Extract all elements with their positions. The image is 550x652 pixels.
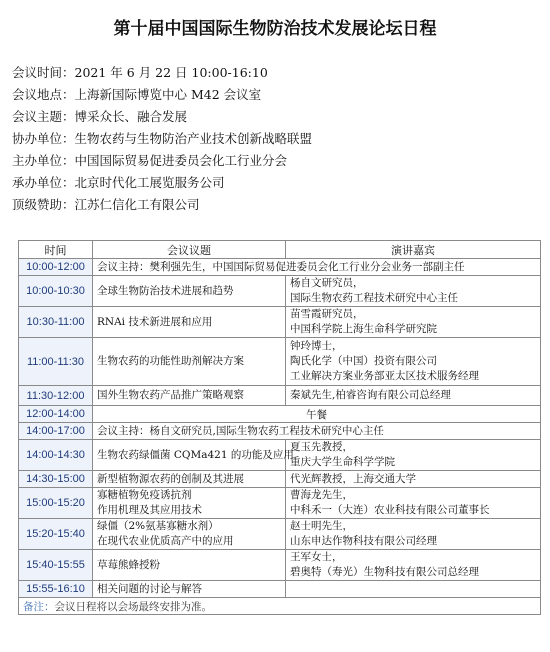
table-row [19,423,541,440]
topic-line: 绿僵（2%氨基寡糖水剂） [97,520,219,532]
speaker-line: 王军女士， [290,551,343,563]
table-row [19,406,541,423]
info-label: 主办单位： [12,153,75,168]
info-label: 协办单位： [12,131,75,146]
table-row [19,259,541,276]
table-row [19,338,541,386]
topic-line: 生物农药绿僵菌 CQMa421 的功能及应用 [97,448,294,461]
session-host: 会议主持：樊利强先生，中国国际贸易促进委员会化工行业分会业务一部副主任 [93,259,541,276]
info-label: 会议主题： [12,109,75,124]
info-label: 会议时间： [12,65,75,80]
header-time: 时间 [19,241,93,259]
time-cell: 15:40-15:55 [19,550,93,581]
time-cell: 12:00-14:00 [19,406,93,423]
info-value: 生物农药与生物防治产业技术创新战略联盟 [74,131,313,146]
speaker-cell [286,581,541,598]
note-cell [19,598,541,615]
info-value: 上海新国际博览中心 M42 会议室 [74,87,262,102]
note-row [19,598,541,615]
speaker-cell [286,550,541,581]
speaker-line: 国际生物农药工程技术研究中心主任 [290,292,458,304]
note-label: 备注： [23,600,55,613]
speaker-line: 山东申达作物科技有限公司经理 [290,535,437,547]
table-row [19,276,541,307]
topic-cell [93,440,294,471]
table-row [19,471,541,488]
info-label: 顶级赞助： [12,197,75,212]
info-value: 博采众长、融合发展 [74,109,188,124]
topic-line: 新型植物源农药的创制及其进展 [97,472,244,485]
schedule-table [18,240,541,615]
speaker-cell [286,488,541,519]
topic-line: 作用机理及其应用技术 [97,504,202,516]
time-cell: 15:55-16:10 [19,581,93,598]
speaker-cell [286,386,541,406]
time-cell: 11:30-12:00 [19,386,93,406]
info-row [12,84,542,106]
info-value: 中国国际贸易促进委员会化工行业分会 [74,153,288,168]
speaker-line: 中科禾一（大连）农业科技有限公司董事长 [290,504,490,516]
speaker-line: 杨自文研究员， [290,277,364,289]
speaker-cell [286,440,541,471]
speaker-line: 中国科学院上海生命科学研究院 [290,323,437,335]
time-cell: 10:30-11:00 [19,307,93,338]
info-row [12,194,542,216]
topic-line: 全球生物防治技术进展和趋势 [97,284,234,297]
speaker-cell [286,338,541,386]
table-row [19,550,541,581]
topic-cell [93,471,286,488]
info-row [12,106,542,128]
time-cell: 10:00-12:00 [19,259,93,276]
table-row [19,386,541,406]
topic-line: 国外生物农药产品推广策略观察 [97,389,244,401]
speaker-line: 代光辉教授，上海交通大学 [290,472,416,485]
topic-cell [93,581,286,598]
time-cell: 14:00-17:00 [19,423,93,440]
table-header-row [19,241,541,259]
table-row [19,581,541,598]
table-row [19,519,541,550]
time-cell: 14:30-15:00 [19,471,93,488]
info-row [12,62,542,84]
speaker-line: 苗雪霞研究员， [290,308,364,320]
speaker-cell [286,471,541,488]
topic-cell [93,550,286,581]
time-cell: 15:00-15:20 [19,488,93,519]
topic-cell [93,386,286,406]
topic-line: 寡糖植物免疫诱抗剂 [97,489,192,501]
time-cell: 10:00-10:30 [19,276,93,307]
topic-cell [93,338,286,386]
info-value: 北京时代化工展览服务公司 [74,175,225,190]
meeting-info [12,62,542,216]
speaker-line: 赵士明先生， [290,520,353,532]
speaker-line: 钟玲博士， [290,340,343,352]
table-row [19,440,541,471]
table-row [19,307,541,338]
topic-cell [93,307,286,338]
topic-cell [93,488,286,519]
speaker-line: 重庆大学生命科学学院 [290,456,395,468]
speaker-line: 工业解决方案业务部亚太区技术服务经理 [290,370,479,382]
info-row [12,172,542,194]
speaker-cell [286,307,541,338]
speaker-line: 夏玉先教授， [290,441,353,453]
topic-line: 相关问题的讨论与解答 [97,582,202,595]
info-value: 2021 年 6 月 22 日 10:00-16:10 [74,65,268,80]
topic-cell [93,519,286,550]
note-text: 会议日程将以会场最终安排为准。 [54,600,212,613]
speaker-cell [286,276,541,307]
speaker-line: 陶氏化学（中国）投资有限公司 [290,355,437,367]
info-row [12,128,542,150]
speaker-cell [286,519,541,550]
speaker-line: 曹海龙先生， [290,489,353,501]
topic-line: 草莓熊蜂授粉 [97,558,160,571]
lunch-break: 午餐 [93,406,541,423]
info-label: 承办单位： [12,175,75,190]
info-label: 会议地点： [12,87,75,102]
topic-line: 生物农药的功能性助剂解决方案 [97,355,244,367]
speaker-line: 碧奥特（寿光）生物科技有限公司总经理 [290,566,479,578]
info-row [12,150,542,172]
header-topic: 会议议题 [93,241,286,259]
topic-cell [93,276,286,307]
header-speaker: 演讲嘉宾 [286,241,541,259]
topic-line: RNAi 技术新进展和应用 [97,315,213,328]
topic-line: 在现代农业优质高产中的应用 [97,535,234,547]
table-row [19,488,541,519]
info-value: 江苏仁信化工有限公司 [74,197,200,212]
time-cell: 11:00-11:30 [19,338,93,386]
time-cell: 15:20-15:40 [19,519,93,550]
page-title: 第十届中国国际生物防治技术发展论坛日程 [113,19,437,39]
session-host: 会议主持：杨自文研究员,国际生物农药工程技术研究中心主任 [93,423,541,440]
time-cell: 14:00-14:30 [19,440,93,471]
speaker-line: 秦斌先生,柏睿咨询有限公司总经理 [290,389,451,401]
